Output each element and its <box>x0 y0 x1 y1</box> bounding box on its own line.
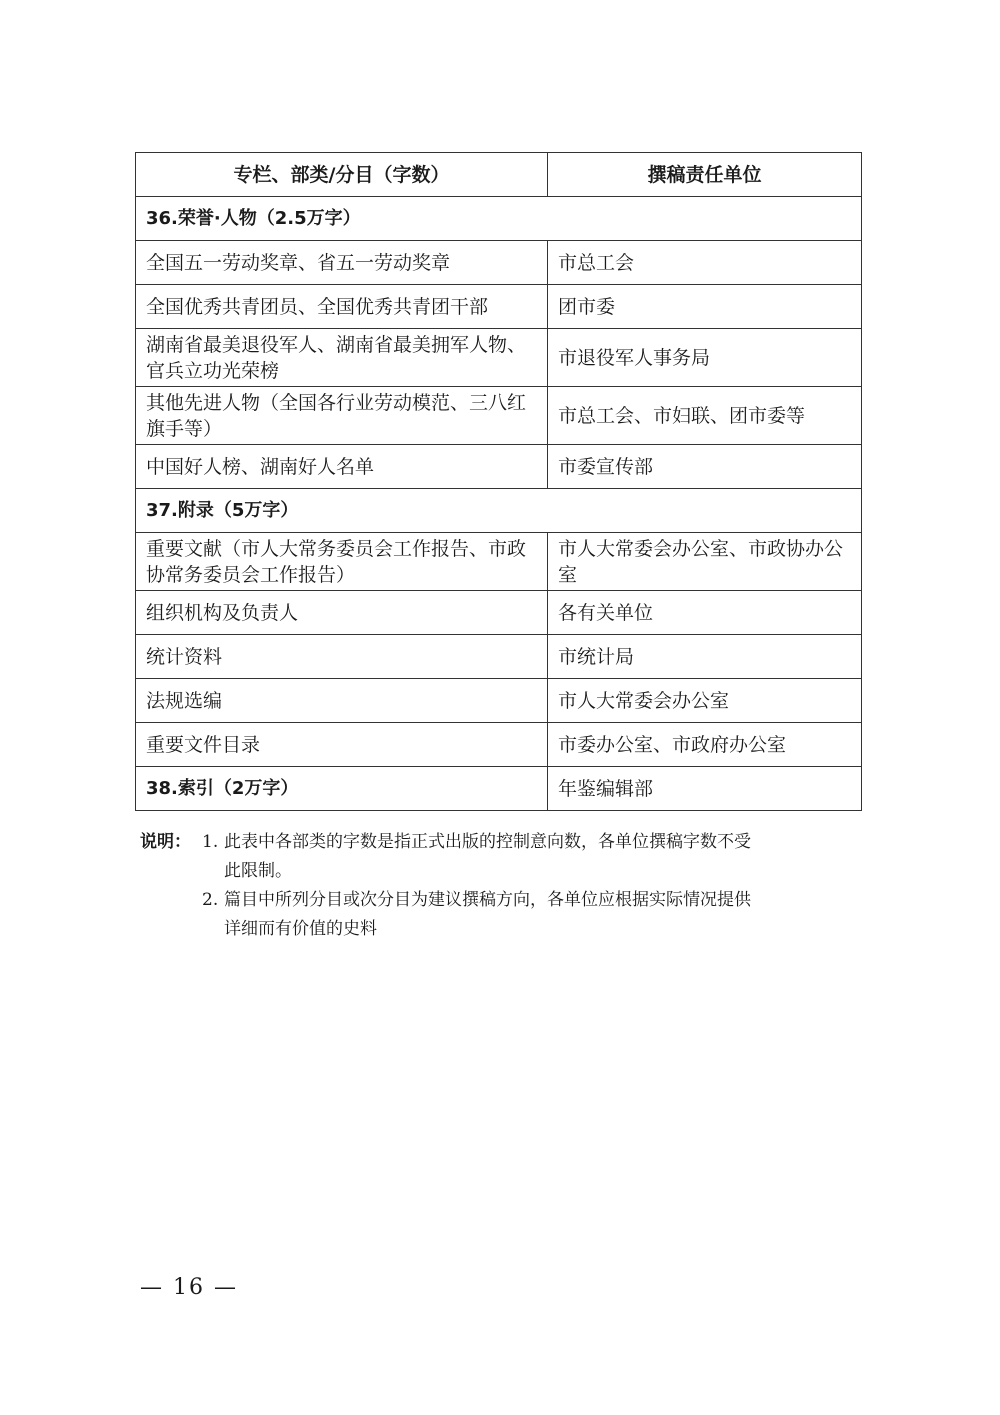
table-row <box>136 329 862 387</box>
table-row <box>136 285 862 329</box>
section-row <box>136 197 862 241</box>
table-row <box>136 635 862 679</box>
unit-cell: 团市委 <box>548 285 862 329</box>
table-header-row <box>136 153 862 197</box>
table-row <box>136 679 862 723</box>
note-item <box>140 886 860 915</box>
page-number: — 16 — <box>140 1275 238 1300</box>
table-row <box>136 445 862 489</box>
header-column-category: 专栏、部类/分目（字数） <box>136 153 548 197</box>
notes-label: 说明： <box>140 832 191 852</box>
notes-block <box>140 828 860 944</box>
unit-cell: 市委宣传部 <box>548 445 862 489</box>
item-cell: 法规选编 <box>136 679 548 723</box>
note-text: 详细而有价值的史料 <box>224 919 377 939</box>
note-number: 1. <box>202 832 219 852</box>
item-cell: 重要文献（市人大常务委员会工作报告、市政协常务委员会工作报告） <box>136 533 548 591</box>
item-cell: 湖南省最美退役军人、湖南省最美拥军人物、官兵立功光荣榜 <box>136 329 548 387</box>
unit-cell: 市总工会、市妇联、团市委等 <box>548 387 862 445</box>
item-cell: 全国五一劳动奖章、省五一劳动奖章 <box>136 241 548 285</box>
unit-cell: 市统计局 <box>548 635 862 679</box>
item-cell: 其他先进人物（全国各行业劳动模范、三八红旗手等） <box>136 387 548 445</box>
note-number: 2. <box>202 890 219 910</box>
section-title: 37.附录（5万字） <box>136 489 862 533</box>
section-title: 36.荣誉·人物（2.5万字） <box>136 197 862 241</box>
unit-cell: 市退役军人事务局 <box>548 329 862 387</box>
section-row-index <box>136 767 862 811</box>
item-cell: 统计资料 <box>136 635 548 679</box>
table-row <box>136 241 862 285</box>
table-row <box>136 591 862 635</box>
table-row <box>136 533 862 591</box>
section-row <box>136 489 862 533</box>
table-row <box>136 387 862 445</box>
section-title: 38.索引（2万字） <box>136 767 548 811</box>
unit-cell: 市人大常委会办公室、市政协办公室 <box>548 533 862 591</box>
item-cell: 全国优秀共青团员、全国优秀共青团干部 <box>136 285 548 329</box>
header-column-responsible-unit: 撰稿责任单位 <box>548 153 862 197</box>
note-continuation <box>140 857 860 886</box>
table-row <box>136 723 862 767</box>
note-text: 此表中各部类的字数是指正式出版的控制意向数，各单位撰稿字数不受 <box>224 832 751 852</box>
note-text: 篇目中所列分目或次分目为建议撰稿方向，各单位应根据实际情况提供 <box>224 890 751 910</box>
item-cell: 组织机构及负责人 <box>136 591 548 635</box>
unit-cell: 市委办公室、市政府办公室 <box>548 723 862 767</box>
unit-cell: 市总工会 <box>548 241 862 285</box>
unit-cell: 市人大常委会办公室 <box>548 679 862 723</box>
unit-cell: 年鉴编辑部 <box>548 767 862 811</box>
item-cell: 重要文件目录 <box>136 723 548 767</box>
item-cell: 中国好人榜、湖南好人名单 <box>136 445 548 489</box>
note-item <box>140 828 860 857</box>
unit-cell: 各有关单位 <box>548 591 862 635</box>
note-text: 此限制。 <box>224 861 292 881</box>
content-table <box>135 152 862 811</box>
note-continuation <box>140 915 860 944</box>
